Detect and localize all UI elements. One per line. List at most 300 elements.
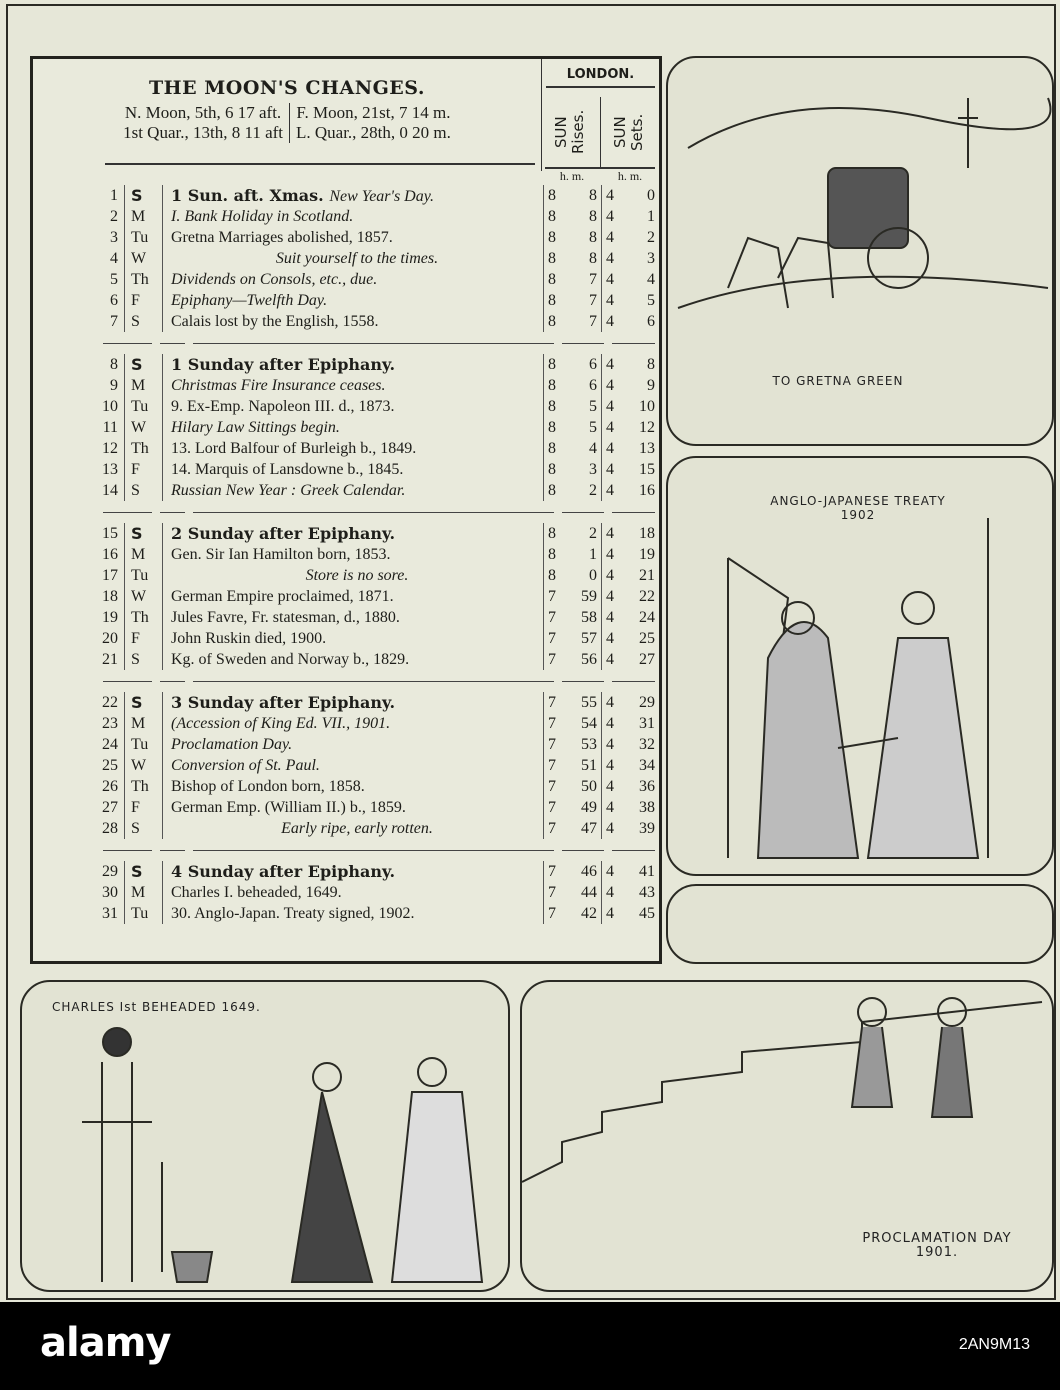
- sunset-minute: 27: [639, 651, 655, 668]
- day-number: 5: [33, 269, 125, 290]
- day-number: 12: [33, 438, 125, 459]
- sunrise-hour: 8: [548, 398, 556, 415]
- hm-label: h. m.: [617, 169, 643, 183]
- calendar-row: [33, 649, 659, 670]
- calendar-row: [33, 523, 659, 544]
- sunset-minute: 10: [639, 398, 655, 415]
- sunrise-hour: 8: [548, 313, 556, 330]
- sunset: [601, 185, 659, 206]
- last-quarter: L. Quar., 28th, 0 20 m.: [296, 123, 451, 142]
- weekday: S: [125, 311, 163, 332]
- sunrise-hour: 7: [548, 715, 556, 732]
- sunrise-hour: 8: [548, 356, 556, 373]
- sunrise-hour: 7: [548, 884, 556, 901]
- sunset-minute: 34: [639, 757, 655, 774]
- sunset-minute: 43: [639, 884, 655, 901]
- sunset-hour: 4: [606, 292, 614, 309]
- sunset-hour: 4: [606, 630, 614, 647]
- weekday: W: [125, 248, 163, 269]
- sunset-minute: 21: [639, 567, 655, 584]
- calendar-row: [33, 607, 659, 628]
- sunset: [601, 396, 659, 417]
- sunrise-minute: 8: [589, 250, 597, 267]
- calendar-row: [33, 459, 659, 480]
- sunrise-hour: 7: [548, 905, 556, 922]
- weekday: S: [125, 649, 163, 670]
- sunrise: [543, 776, 601, 797]
- sunrise-hour: 7: [548, 820, 556, 837]
- sunset-hour: 4: [606, 377, 614, 394]
- sunset-hour: 4: [606, 609, 614, 626]
- sunset: [601, 290, 659, 311]
- sunrise-minute: 5: [589, 398, 597, 415]
- sunrise-hour: 8: [548, 546, 556, 563]
- moon-title: THE MOON'S CHANGES.: [149, 77, 425, 99]
- weekday: Tu: [125, 903, 163, 924]
- day-number: 13: [33, 459, 125, 480]
- sunset: [601, 713, 659, 734]
- sunrise-hour: 8: [548, 250, 556, 267]
- sunset-hour: 4: [606, 736, 614, 753]
- event-text: Hilary Law Sittings begin.: [171, 419, 340, 436]
- sunrise: [543, 523, 601, 544]
- sunrise-hour: 8: [548, 525, 556, 542]
- sunset: [601, 628, 659, 649]
- sun-rises-header: SUN Rises.: [552, 109, 587, 155]
- sunset-minute: 25: [639, 630, 655, 647]
- sunset: [601, 227, 659, 248]
- sunrise: [543, 438, 601, 459]
- event-bold: 1 Sun. aft. Xmas.: [171, 186, 330, 205]
- sunrise-hour: 8: [548, 377, 556, 394]
- sunrise-minute: 3: [589, 461, 597, 478]
- sunset-hour: 4: [606, 461, 614, 478]
- sunrise: [543, 628, 601, 649]
- sunset-hour: 4: [606, 588, 614, 605]
- sunrise-minute: 5: [589, 419, 597, 436]
- sunrise-minute: 7: [589, 292, 597, 309]
- sunset-hour: 4: [606, 863, 614, 880]
- day-number: 19: [33, 607, 125, 628]
- sunset: [601, 861, 659, 882]
- calendar-row: [33, 227, 659, 248]
- sunset-minute: 18: [639, 525, 655, 542]
- sunrise: [543, 206, 601, 227]
- sunset-minute: 1: [647, 208, 655, 225]
- sunset-hour: 4: [606, 208, 614, 225]
- sunrise: [543, 797, 601, 818]
- sunrise: [543, 354, 601, 375]
- sunrise-hour: 7: [548, 694, 556, 711]
- weekday: Th: [125, 607, 163, 628]
- sunset-hour: 4: [606, 715, 614, 732]
- sunrise: [543, 586, 601, 607]
- sunset-minute: 16: [639, 482, 655, 499]
- image-code: 2AN9M13: [958, 1336, 1030, 1353]
- sunset-hour: 4: [606, 757, 614, 774]
- calendar-row: [33, 248, 659, 269]
- weekday: Tu: [125, 396, 163, 417]
- event-text: German Emp. (William II.) b., 1859.: [171, 799, 406, 816]
- day-number: 31: [33, 903, 125, 924]
- sunset-hour: 4: [606, 229, 614, 246]
- calendar-row: [33, 861, 659, 882]
- sunrise-minute: 42: [581, 905, 597, 922]
- sunrise-minute: 8: [589, 208, 597, 225]
- sunrise-minute: 53: [581, 736, 597, 753]
- sunrise: [543, 607, 601, 628]
- sunset-hour: 4: [606, 440, 614, 457]
- event-text: Russian New Year : Greek Calendar.: [171, 482, 406, 499]
- sunset-minute: 5: [647, 292, 655, 309]
- day-number: 2: [33, 206, 125, 227]
- sunrise: [543, 269, 601, 290]
- day-number: 11: [33, 417, 125, 438]
- calendar-row: [33, 586, 659, 607]
- sunrise: [543, 248, 601, 269]
- calendar-row: [33, 311, 659, 332]
- event-text: 4 Sunday after Epiphany.: [171, 862, 396, 881]
- new-moon: N. Moon, 5th, 6 17 aft.: [124, 103, 282, 122]
- weekday: F: [125, 290, 163, 311]
- calendar-row: [33, 544, 659, 565]
- sunrise-minute: 57: [581, 630, 597, 647]
- execution-drawing: [22, 982, 510, 1292]
- day-number: 24: [33, 734, 125, 755]
- calendar-row: [33, 354, 659, 375]
- event-text: 2 Sunday after Epiphany.: [171, 524, 396, 543]
- sunset: [601, 586, 659, 607]
- sunset: [601, 734, 659, 755]
- weekday: M: [125, 375, 163, 396]
- sunrise: [543, 544, 601, 565]
- day-number: 20: [33, 628, 125, 649]
- sunrise-hour: 8: [548, 208, 556, 225]
- day-number: 23: [33, 713, 125, 734]
- sunset-hour: 4: [606, 313, 614, 330]
- calendar-row: [33, 269, 659, 290]
- day-number: 10: [33, 396, 125, 417]
- sunset: [601, 417, 659, 438]
- event-italic: New Year's Day.: [329, 188, 434, 205]
- event-text: Dividends on Consols, etc., due.: [171, 271, 378, 288]
- weekday: M: [125, 206, 163, 227]
- sunrise: [543, 649, 601, 670]
- sunset-minute: 9: [647, 377, 655, 394]
- illustration-anglo-japanese-treaty: [666, 456, 1054, 876]
- sunrise-minute: 6: [589, 377, 597, 394]
- weekday: M: [125, 882, 163, 903]
- sunrise: [543, 692, 601, 713]
- weekday: F: [125, 628, 163, 649]
- sunset-minute: 38: [639, 799, 655, 816]
- sunrise-minute: 1: [589, 546, 597, 563]
- calendar-row: [33, 755, 659, 776]
- sunset: [601, 311, 659, 332]
- sunset-hour: 4: [606, 398, 614, 415]
- event-text: German Empire proclaimed, 1871.: [171, 588, 394, 605]
- sunset-minute: 32: [639, 736, 655, 753]
- sunrise: [543, 565, 601, 586]
- event-text: 13. Lord Balfour of Burleigh b., 1849.: [171, 440, 417, 457]
- weekday: Th: [125, 269, 163, 290]
- sunrise: [543, 311, 601, 332]
- sunrise: [543, 417, 601, 438]
- caption-gretna: TO GRETNA GREEN: [772, 374, 904, 388]
- sunset-minute: 6: [647, 313, 655, 330]
- sunset-hour: 4: [606, 778, 614, 795]
- sunset-minute: 13: [639, 440, 655, 457]
- sunset-minute: 12: [639, 419, 655, 436]
- sunrise-hour: 7: [548, 588, 556, 605]
- day-number: 26: [33, 776, 125, 797]
- sunrise-minute: 59: [581, 588, 597, 605]
- calendar-table: [30, 56, 662, 964]
- illustration-gretna-green: [666, 56, 1054, 446]
- sunset-minute: 15: [639, 461, 655, 478]
- alamy-logo: alamy: [40, 1320, 171, 1366]
- sunset-minute: 19: [639, 546, 655, 563]
- event-text: Gen. Sir Ian Hamilton born, 1853.: [171, 546, 391, 563]
- calendar-row: [33, 185, 659, 206]
- sunset: [601, 607, 659, 628]
- watermark-strip: [0, 1302, 1060, 1390]
- sunrise: [543, 396, 601, 417]
- sunset: [601, 438, 659, 459]
- event-text: (Accession of King Ed. VII., 1901.: [171, 715, 391, 732]
- day-number: 22: [33, 692, 125, 713]
- event-text: 9. Ex-Emp. Napoleon III. d., 1873.: [171, 398, 395, 415]
- sunrise-minute: 56: [581, 651, 597, 668]
- day-number: 4: [33, 248, 125, 269]
- sunrise: [543, 755, 601, 776]
- sunset-hour: 4: [606, 884, 614, 901]
- sunrise-minute: 7: [589, 313, 597, 330]
- sunrise-hour: 8: [548, 567, 556, 584]
- sunrise: [543, 459, 601, 480]
- sunset: [601, 269, 659, 290]
- sunset: [601, 206, 659, 227]
- event-text: 30. Anglo-Japan. Treaty signed, 1902.: [171, 905, 415, 922]
- day-number: 27: [33, 797, 125, 818]
- sunrise-hour: 8: [548, 229, 556, 246]
- sun-sets-header: SUN Sets.: [610, 113, 646, 151]
- event-text: Bishop of London born, 1858.: [171, 778, 365, 795]
- sunrise-hour: 7: [548, 863, 556, 880]
- sunset: [601, 459, 659, 480]
- sunset-hour: 4: [606, 799, 614, 816]
- sunrise: [543, 882, 601, 903]
- sunset: [601, 882, 659, 903]
- sunrise-hour: 8: [548, 482, 556, 499]
- day-number: 30: [33, 882, 125, 903]
- sunset-minute: 45: [639, 905, 655, 922]
- sunrise-minute: 55: [581, 694, 597, 711]
- sunset-hour: 4: [606, 567, 614, 584]
- sunset-hour: 4: [606, 525, 614, 542]
- sunset-minute: 31: [639, 715, 655, 732]
- weekday: S: [125, 354, 163, 375]
- day-number: 7: [33, 311, 125, 332]
- event-text: 3 Sunday after Epiphany.: [171, 693, 396, 712]
- london-title: LONDON.: [546, 59, 655, 88]
- illustration-charles-beheaded: [20, 980, 510, 1292]
- event-text: 14. Marquis of Lansdowne b., 1845.: [171, 461, 404, 478]
- sunset-hour: 4: [606, 419, 614, 436]
- weekday: S: [125, 818, 163, 839]
- weekday: W: [125, 755, 163, 776]
- illustration-proclamation-day: [520, 980, 1054, 1292]
- sunset-hour: 4: [606, 905, 614, 922]
- calendar-row: [33, 480, 659, 501]
- event-text: Conversion of St. Paul.: [171, 757, 320, 774]
- calendar-row: [33, 628, 659, 649]
- weekday: W: [125, 586, 163, 607]
- sunset: [601, 755, 659, 776]
- moon-changes: [33, 59, 541, 169]
- sunset-hour: 4: [606, 271, 614, 288]
- event-text: I. Bank Holiday in Scotland.: [171, 208, 354, 225]
- event-text: Charles I. beheaded, 1649.: [171, 884, 342, 901]
- weekday: S: [125, 692, 163, 713]
- sunset-minute: 0: [647, 187, 655, 204]
- calendar-row: [33, 713, 659, 734]
- weekday: F: [125, 459, 163, 480]
- sunrise-hour: 7: [548, 651, 556, 668]
- sunrise: [543, 227, 601, 248]
- event-text: Kg. of Sweden and Norway b., 1829.: [171, 651, 410, 668]
- divider: [105, 163, 535, 165]
- day-number: 6: [33, 290, 125, 311]
- sunset: [601, 903, 659, 924]
- day-number: 21: [33, 649, 125, 670]
- sunset: [601, 692, 659, 713]
- weekday: Tu: [125, 565, 163, 586]
- event-text: Store is no sore.: [305, 567, 409, 584]
- calendar-row: [33, 375, 659, 396]
- weekday: W: [125, 417, 163, 438]
- sunrise-hour: 8: [548, 292, 556, 309]
- sunrise-minute: 6: [589, 356, 597, 373]
- weekday: M: [125, 544, 163, 565]
- calendar-row: [33, 692, 659, 713]
- sunset-minute: 8: [647, 356, 655, 373]
- calendar-row: [33, 396, 659, 417]
- sunrise: [543, 480, 601, 501]
- sunset: [601, 565, 659, 586]
- sunrise-hour: 7: [548, 757, 556, 774]
- day-number: 25: [33, 755, 125, 776]
- event-text: Gretna Marriages abolished, 1857.: [171, 229, 393, 246]
- sunset: [601, 523, 659, 544]
- weekday: F: [125, 797, 163, 818]
- event-text: Jules Favre, Fr. statesman, d., 1880.: [171, 609, 400, 626]
- group-divider: [33, 501, 659, 523]
- sunrise-hour: 7: [548, 778, 556, 795]
- hm-label: h. m.: [559, 169, 585, 183]
- sunrise-hour: 8: [548, 271, 556, 288]
- sunrise: [543, 734, 601, 755]
- sunrise: [543, 713, 601, 734]
- sunrise-minute: 2: [589, 482, 597, 499]
- sunset: [601, 649, 659, 670]
- day-number: 8: [33, 354, 125, 375]
- sunset: [601, 480, 659, 501]
- event-text: Suit yourself to the times.: [275, 250, 439, 267]
- calendar-row: [33, 882, 659, 903]
- sunrise: [543, 861, 601, 882]
- weekday: Th: [125, 776, 163, 797]
- sunset: [601, 544, 659, 565]
- calendar-rows: [33, 171, 659, 924]
- sunrise-hour: 8: [548, 419, 556, 436]
- calendar-row: [33, 903, 659, 924]
- sunrise: [543, 818, 601, 839]
- calendar-row: [33, 206, 659, 227]
- sunset-hour: 4: [606, 651, 614, 668]
- calendar-row: [33, 797, 659, 818]
- sunrise-hour: 8: [548, 187, 556, 204]
- ornament-panel: [666, 884, 1054, 964]
- sunset-hour: 4: [606, 694, 614, 711]
- group-divider: [33, 670, 659, 692]
- day-number: 28: [33, 818, 125, 839]
- sunrise-hour: 7: [548, 609, 556, 626]
- sunset: [601, 375, 659, 396]
- calendar-row: [33, 565, 659, 586]
- day-number: 15: [33, 523, 125, 544]
- weekday: Th: [125, 438, 163, 459]
- sunrise-minute: 7: [589, 271, 597, 288]
- event-text: Epiphany—Twelfth Day.: [171, 292, 328, 309]
- sunrise-minute: 51: [581, 757, 597, 774]
- sunset: [601, 354, 659, 375]
- london-header: [541, 59, 659, 171]
- caption-treaty: ANGLO-JAPANESE TREATY 1902: [770, 494, 946, 522]
- sunset-minute: 29: [639, 694, 655, 711]
- sunset-hour: 4: [606, 546, 614, 563]
- sunset-minute: 36: [639, 778, 655, 795]
- sunrise-minute: 8: [589, 229, 597, 246]
- sunrise: [543, 290, 601, 311]
- sunrise: [543, 185, 601, 206]
- sunrise-minute: 2: [589, 525, 597, 542]
- day-number: 14: [33, 480, 125, 501]
- event-text: 1 Sunday after Epiphany.: [171, 355, 396, 374]
- sunset-minute: 3: [647, 250, 655, 267]
- sunrise-hour: 7: [548, 736, 556, 753]
- sunrise-minute: 0: [589, 567, 597, 584]
- calendar-row: [33, 438, 659, 459]
- event-text: Christmas Fire Insurance ceases.: [171, 377, 386, 394]
- sunrise-minute: 8: [589, 187, 597, 204]
- weekday: Tu: [125, 227, 163, 248]
- sunset-hour: 4: [606, 356, 614, 373]
- sunrise-minute: 47: [581, 820, 597, 837]
- sunrise-hour: 8: [548, 461, 556, 478]
- sunset-hour: 4: [606, 820, 614, 837]
- weekday: M: [125, 713, 163, 734]
- group-divider: [33, 839, 659, 861]
- weekday: S: [125, 861, 163, 882]
- sunrise-minute: 58: [581, 609, 597, 626]
- sunrise-hour: 8: [548, 440, 556, 457]
- sunset: [601, 797, 659, 818]
- event-text: Proclamation Day.: [171, 736, 293, 753]
- event-text: Calais lost by the English, 1558.: [171, 313, 379, 330]
- sunset-minute: 24: [639, 609, 655, 626]
- caption-proclamation: PROCLAMATION DAY 1901.: [862, 1231, 1012, 1260]
